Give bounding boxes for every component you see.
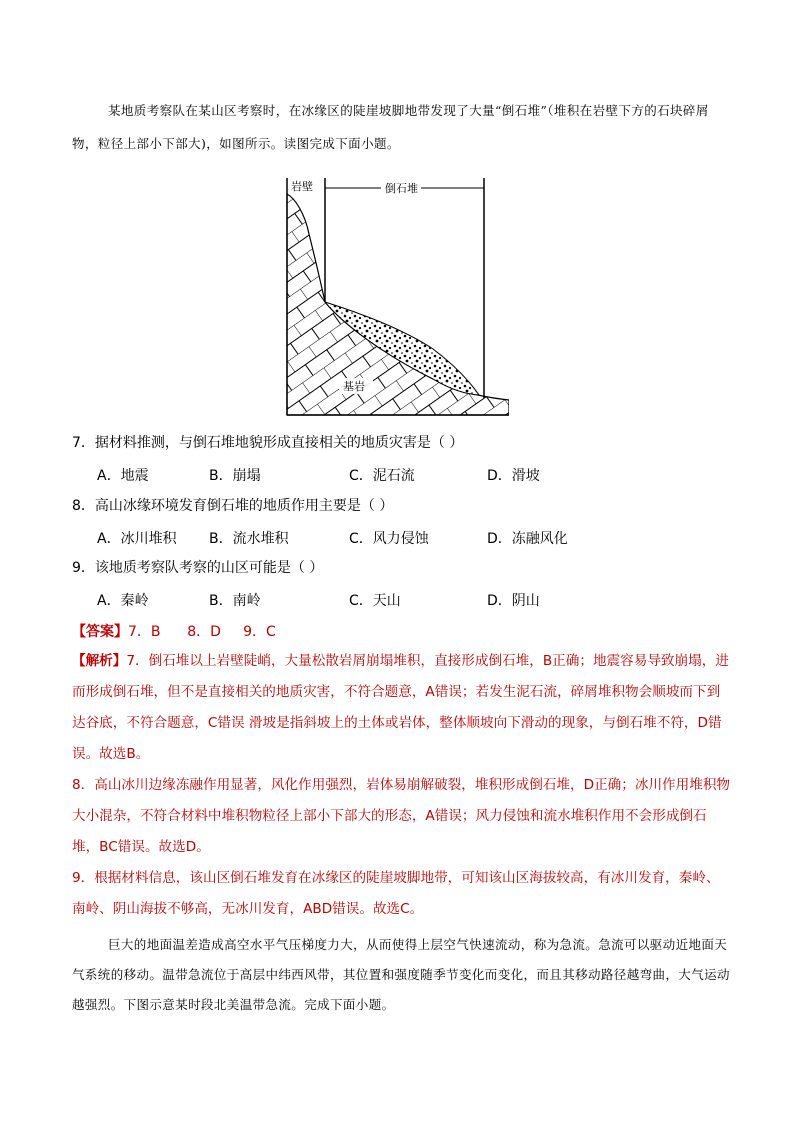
q8-option-d[interactable]: D．冻融风化 [487,531,568,547]
explanation-block [72,646,732,925]
q9-option-b[interactable]: B．南岭 [209,593,261,609]
answer-text: 7．B 8．D 9．C [128,624,276,640]
question-8-options [97,528,657,548]
question-8-stem: 8．高山冰缘环境发育倒石堆的地质作用主要是（ ） [72,498,394,514]
talus-diagram [283,174,509,418]
q7-option-b[interactable]: B．崩塌 [209,468,261,484]
question-7-options [97,465,657,485]
passage-intro: 某地质考察队在某山区考察时，在冰缘区的陡崖坡脚地带发现了大量“倒石堆”（堆积在岩壁下方的石块碎屑物，粒径上部小下部大)，如图所示。读图完成下面小题。 [72,103,709,151]
q8-option-a[interactable]: A．冰川堆积 [97,531,177,547]
label-cliff: 岩壁 [291,180,313,193]
label-talus: 倒石堆 [385,182,418,195]
question-9-options [97,590,657,610]
label-bedrock: 基岩 [343,380,365,393]
q8-option-b[interactable]: B．流水堆积 [209,531,289,547]
q9-option-a[interactable]: A．秦岭 [97,593,149,609]
explanation-9: 9．根据材料信息，该山区倒石堆发育在冰缘区的陡崖坡脚地带，可知该山区海拔较高，有冰川发育，秦岭、南岭、阴山海拔不够高，无冰川发育，ABD错误。故选C。 [72,870,720,917]
explanation-label: 【解析】 [72,653,127,669]
explanation-8: 8．高山冰川边缘冻融作用显著，风化作用强烈，岩体易崩解破裂，堆积形成倒石堆，D正确；冰川作用堆积物大小混杂，不符合材料中堆积物粒径上部小下部大的形态，A错误；风力侵蚀和流水堆积作用不会形成倒石堆，BC错误。故选D。 [72,777,731,855]
passage-jet-stream: 巨大的地面温差造成高空水平气压梯度力大，从而使得上层空气快速流动，称为急流。急流可以驱动近地面天气系统的移动。温带急流位于高层中纬西风带，其位置和强度随季节变化而变化，而且其移动路径越弯曲，大气运动越强烈。下图示意某时段北美温带急流。完成下面小题。 [72,937,730,1012]
question-9-stem: 9．该地质考察队考察的山区可能是（ ） [72,560,324,576]
q7-option-d[interactable]: D．滑坡 [487,468,540,484]
bedrock-body [287,194,509,415]
q9-option-d[interactable]: D．阴山 [487,593,540,609]
q8-option-c[interactable]: C．风力侵蚀 [349,531,429,547]
explanation-7 [72,646,732,770]
explanation-7-text: 7．倒石堆以上岩壁陡峭，大量松散岩屑崩塌堆积，直接形成倒石堆，B正确；地震容易导致崩塌，进而形成倒石堆，但不是直接相关的地质灾害，不符合题意，A错误；若发生泥石流，碎屑堆积物会顺坡而下到达谷底，不符合题意，C错误 滑坡是指斜坡上的土体或岩体，整体顺坡向下滑动的现象，与倒石堆不符，D错误。故选B。 [72,653,729,762]
q7-option-a[interactable]: A．地震 [97,468,149,484]
q7-option-c[interactable]: C．泥石流 [349,468,415,484]
q9-option-c[interactable]: C．天山 [349,593,401,609]
answer-label: 【答案】 [72,624,128,640]
answer-line [72,621,276,641]
question-7-stem: 7．据材料推测，与倒石堆地貌形成直接相关的地质灾害是（ ） [72,435,464,451]
